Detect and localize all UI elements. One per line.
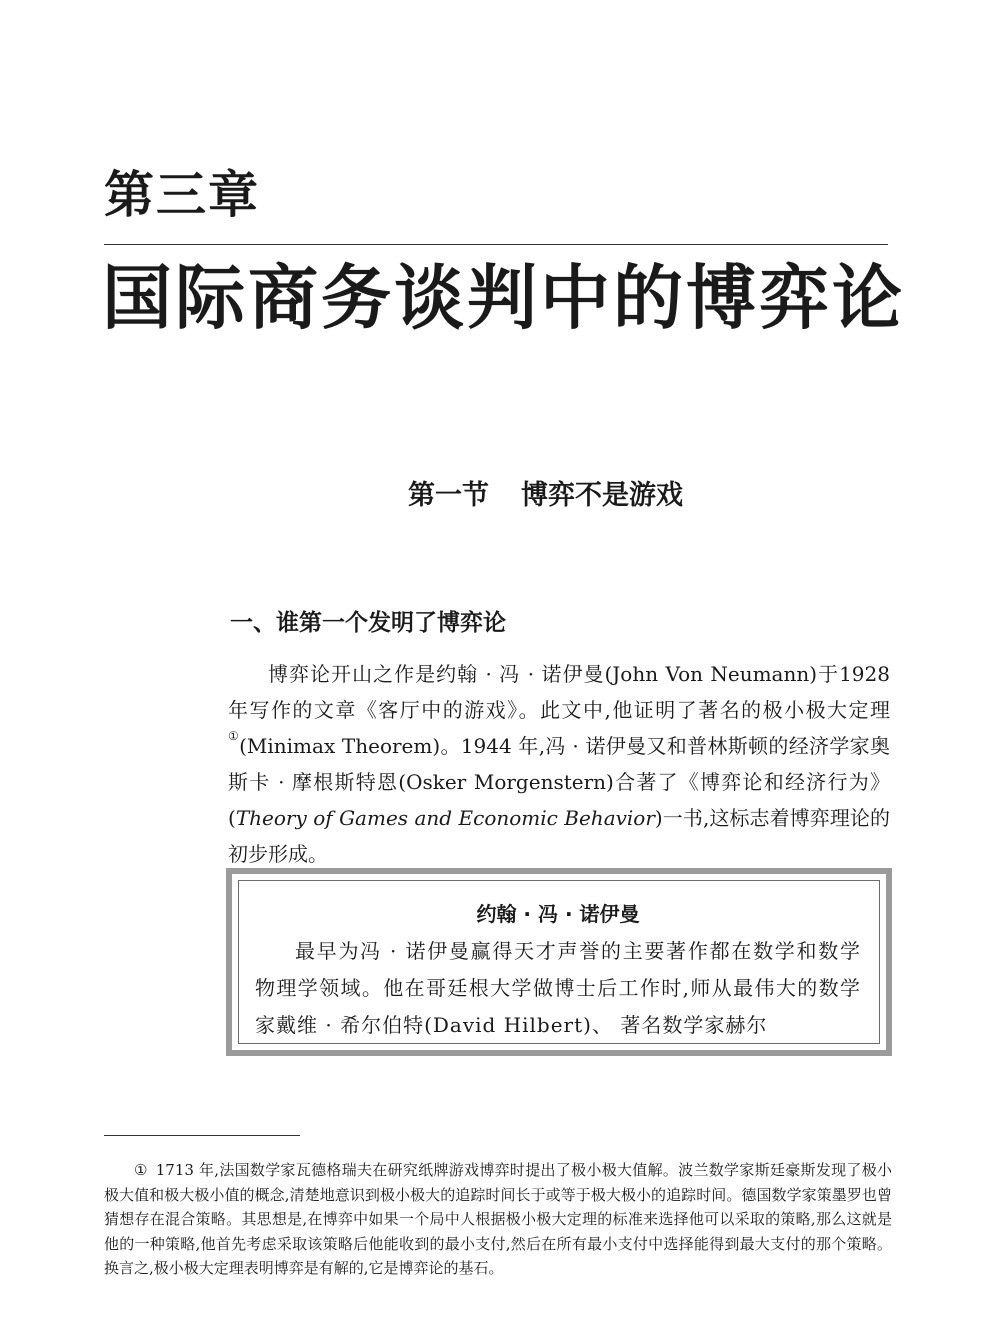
section-title: 博弈不是游戏: [521, 480, 683, 511]
section-label: 第一节: [408, 480, 489, 511]
body-paragraph: [228, 656, 890, 872]
footnote-divider: [104, 1135, 300, 1136]
biography-box-title: 约翰 · 冯 · 诺伊曼: [476, 902, 640, 926]
footnote-mark: ①: [134, 1161, 148, 1179]
chapter-number: 第三章: [104, 165, 260, 224]
paragraph-part2: (Minimax Theorem)。1944 年,冯 · 诺伊曼又和普林斯顿的经济学家奥斯卡 · 摩根斯特恩(Osker Morgenstern)合著了《博弈论和经济行为》(: [228, 734, 890, 830]
footnote: [104, 1158, 892, 1281]
biography-box-inner: [238, 880, 880, 1044]
chapter-title: 国际商务谈判中的博弈论: [102, 257, 905, 339]
paragraph-part1: 博弈论开山之作是约翰 · 冯 · 诺伊曼(John Von Neumann)于1928 年写作的文章《客厅中的游戏》。此文中,他证明了著名的极小极大定理: [228, 662, 890, 722]
chapter-divider: [104, 244, 888, 245]
footnote-reference[interactable]: ①: [228, 729, 240, 743]
section-heading: [408, 480, 683, 512]
footnote-text: 1713 年,法国数学家瓦德格瑞夫在研究纸牌游戏博弈时提出了极小极大值解。波兰数学家斯廷豪斯发现了极小极大值和极大极小值的概念,清楚地意识到极小极大的追踪时间长于或等于极大极小的追踪时间。德国数学家策墨罗也曾猜想存在混合策略。其思想是,在博弈中如果一个局中人根据极小极大定理的标准来选择他可以采取的策略,那么这就是他的一种策略,他首先考虑采取该策略后他能收到的最小支付,然后在所有最小支付中选择能得到最大支付的那个策略。换言之,极小极大定理表明博弈是有解的,它是博弈论的基石。: [104, 1161, 892, 1277]
subheading: 一、谁第一个发明了博弈论: [230, 610, 506, 636]
paragraph-part3: )一书,这标志着博弈理论的初步形成。: [228, 806, 890, 866]
biography-box: [226, 868, 892, 1056]
biography-box-paragraph: 最早为冯 · 诺伊曼赢得天才声誉的主要著作都在数学和数学物理学领域。他在哥廷根大学做博士后工作时,师从最伟大的数学家戴维 · 希尔伯特(David Hilbert)、 著名数学家赫尔: [255, 939, 861, 1037]
biography-box-text: [255, 933, 861, 1044]
book-title-english: Theory of Games and Economic Behavior: [235, 806, 655, 830]
